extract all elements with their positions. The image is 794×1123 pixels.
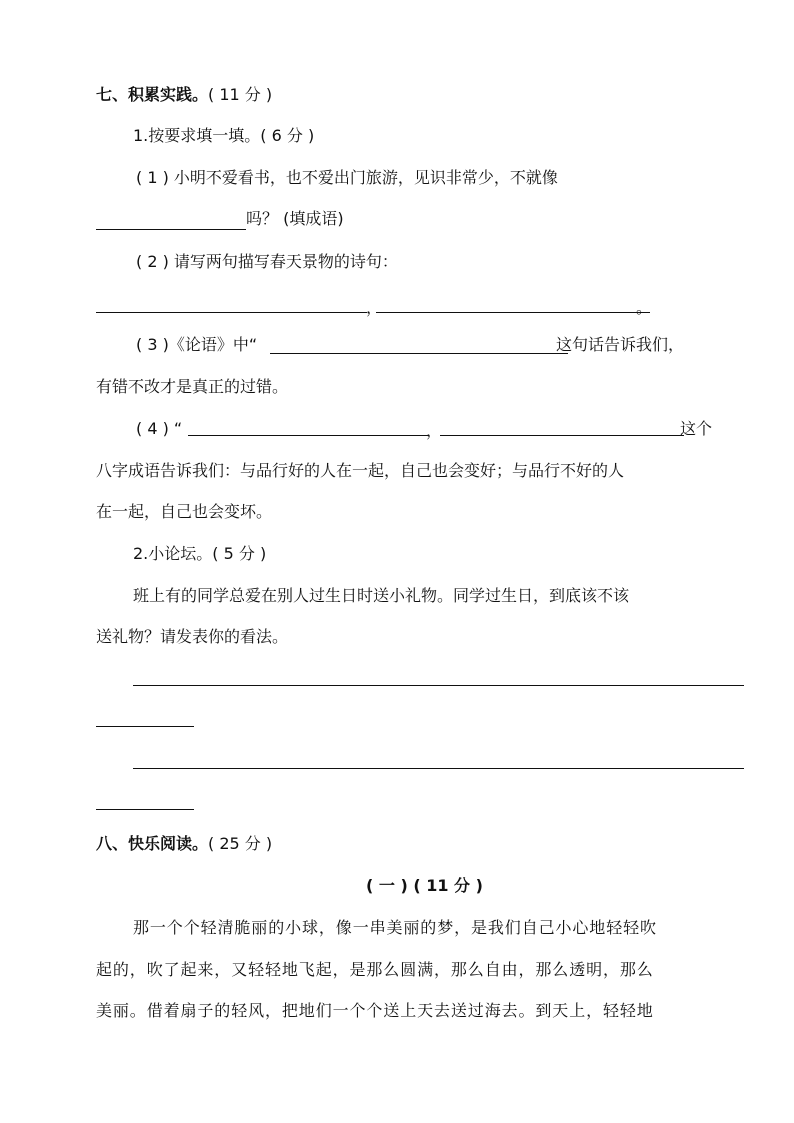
- passage-line-3: 美丽。借着扇子的轻风，把地们一个个送上天去送过海去。到天上，轻轻地: [96, 1001, 654, 1020]
- q1-item4-line2: 八字成语告诉我们：与品行好的人在一起，自己也会变好；与品行不好的人: [96, 461, 625, 480]
- section8-score: ( 25 分 ): [208, 834, 273, 853]
- q1-item3-prefix: ( 3 )《论语》中“: [136, 335, 258, 354]
- passage-line-2: 起的，吹了起来，又轻轻地飞起，是那么圆满，那么自由，那么透明，那么: [96, 960, 654, 979]
- q1-item4-prefix: ( 4 ) “: [136, 419, 183, 438]
- q1-item4-comma: ，: [426, 421, 443, 440]
- q1-item2-prompt: ( 2 ) 请写两句描写春天景物的诗句：: [136, 252, 398, 271]
- section7-title: 七、积累实践。: [96, 85, 209, 104]
- q2-prompt-line1: 班上有的同学总爱在别人过生日时送小礼物。同学过生日，到底该不该: [133, 586, 630, 605]
- q1-item1-answer-blank[interactable]: [96, 229, 246, 230]
- q2-heading: 2.小论坛。( 5 分 ): [133, 544, 267, 563]
- passage-line-1: 那一个个轻清脆丽的小球，像一串美丽的梦，是我们自己小心地轻轻吹: [133, 918, 657, 937]
- q2-answer-line-2[interactable]: [96, 726, 194, 727]
- q1-item1-line1: ( 1 ) 小明不爱看书，也不爱出门旅游，见识非常少，不就像: [136, 168, 558, 187]
- section7-score: ( 11 分 ): [208, 85, 273, 104]
- q1-item3-line2: 有错不改才是真正的过错。: [96, 377, 289, 396]
- q2-answer-line-4[interactable]: [96, 809, 194, 810]
- q1-heading: 1.按要求填一填。( 6 分 ): [133, 126, 315, 145]
- q1-item4-suffix: 这个: [680, 419, 713, 438]
- q1-item3-suffix: 这句话告诉我们，: [556, 335, 685, 354]
- q2-answer-line-1[interactable]: [133, 685, 744, 686]
- q2-prompt-line2: 送礼物？请发表你的看法。: [96, 627, 289, 646]
- q2-answer-line-3[interactable]: [133, 768, 744, 769]
- q1-item4-answer-blank-1[interactable]: [188, 435, 428, 436]
- q1-item1-suffix: 吗？ (填成语): [246, 209, 344, 228]
- section7-heading: [96, 83, 272, 107]
- section8-part1-title: ( 一 ) ( 11 分 ): [366, 876, 483, 895]
- q1-item3-answer-blank[interactable]: [270, 353, 568, 354]
- q1-item2-answer-blank-2[interactable]: [376, 312, 650, 313]
- q1-item2-period: 。: [636, 298, 653, 317]
- section8-title: 八、快乐阅读。: [96, 834, 209, 853]
- section8-heading: [96, 832, 272, 856]
- q1-item2-answer-blank-1[interactable]: [96, 312, 367, 313]
- q1-item2-comma: ，: [366, 298, 383, 317]
- q1-item4-answer-blank-2[interactable]: [440, 435, 684, 436]
- q1-item4-line3: 在一起，自己也会变坏。: [96, 502, 273, 521]
